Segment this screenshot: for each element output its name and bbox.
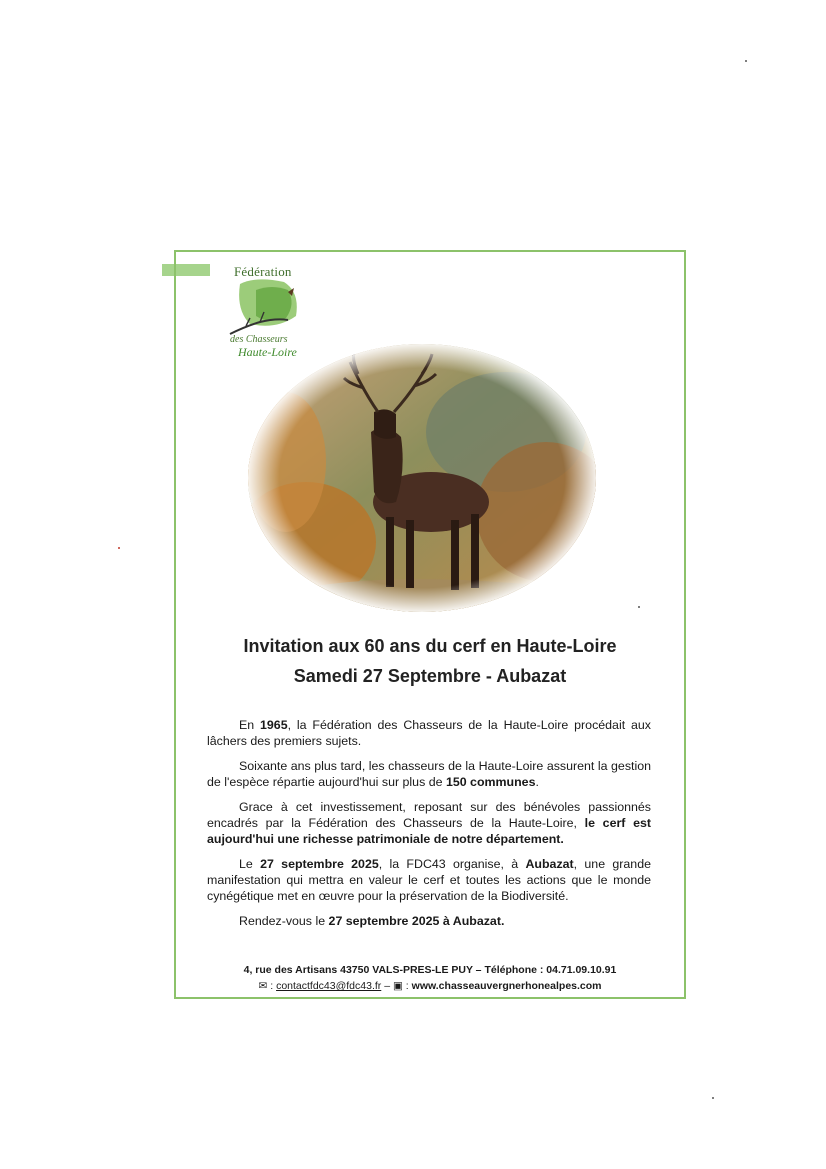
paragraph-rendezvous: Rendez-vous le 27 septembre 2025 à Aubazat. xyxy=(239,914,505,928)
logo-emblem-icon xyxy=(226,276,310,336)
logo-subtitle: des Chasseurs xyxy=(230,334,288,345)
stag-photo xyxy=(246,342,598,614)
invitation-title: Invitation aux 60 ans du cerf en Haute-Loire xyxy=(243,636,617,656)
logo-word: Fédération xyxy=(234,264,292,279)
footer-address: 4, rue des Artisans 43750 VALS-PRES-LE PUY – Téléphone : 04.71.09.10.91 xyxy=(243,964,617,976)
logo-region: Haute-Loire xyxy=(238,345,297,359)
computer-icon: ▣ xyxy=(392,980,403,992)
envelope-icon: ✉ xyxy=(258,980,268,992)
paragraph-event: Le 27 septembre 2025, la FDC43 organise, à Aubazat, une grande manifestation qui mettra en valeur le cerf et toutes les actions que le monde cynégétique met en œuvre pour la préservation de la Biodiversité. xyxy=(207,857,651,903)
paragraph-heritage: Grace à cet investissement, reposant sur des bénévoles passionnés encadrés par la Fédération des Chasseurs de la Haute-Loire, le cerf est aujourd'hui une richesse patrimoniale de notre département. xyxy=(207,800,651,846)
scan-speck xyxy=(745,60,747,62)
paragraph-management: Soixante ans plus tard, les chasseurs de la Haute-Loire assurent la gestion de l'espèce répartie aujourd'hui sur plus de 150 communes. xyxy=(207,759,651,789)
paragraph-history: En 1965, la Fédération des Chasseurs de la Haute-Loire procédait aux lâchers des premiers sujets. xyxy=(207,718,651,748)
scan-speck xyxy=(712,1097,714,1099)
website-link[interactable]: www.chasseauvergnerhonealpes.com xyxy=(411,980,602,992)
scan-speck xyxy=(118,547,120,549)
invitation-body xyxy=(207,717,651,938)
footer-contact: ✉ : contactfdc43@fdc43.fr – ▣ : www.chasseauvergnerhonealpes.com xyxy=(258,980,602,992)
email-link[interactable]: contactfdc43@fdc43.fr xyxy=(276,980,382,992)
invitation-date: Samedi 27 Septembre - Aubazat xyxy=(293,666,567,686)
